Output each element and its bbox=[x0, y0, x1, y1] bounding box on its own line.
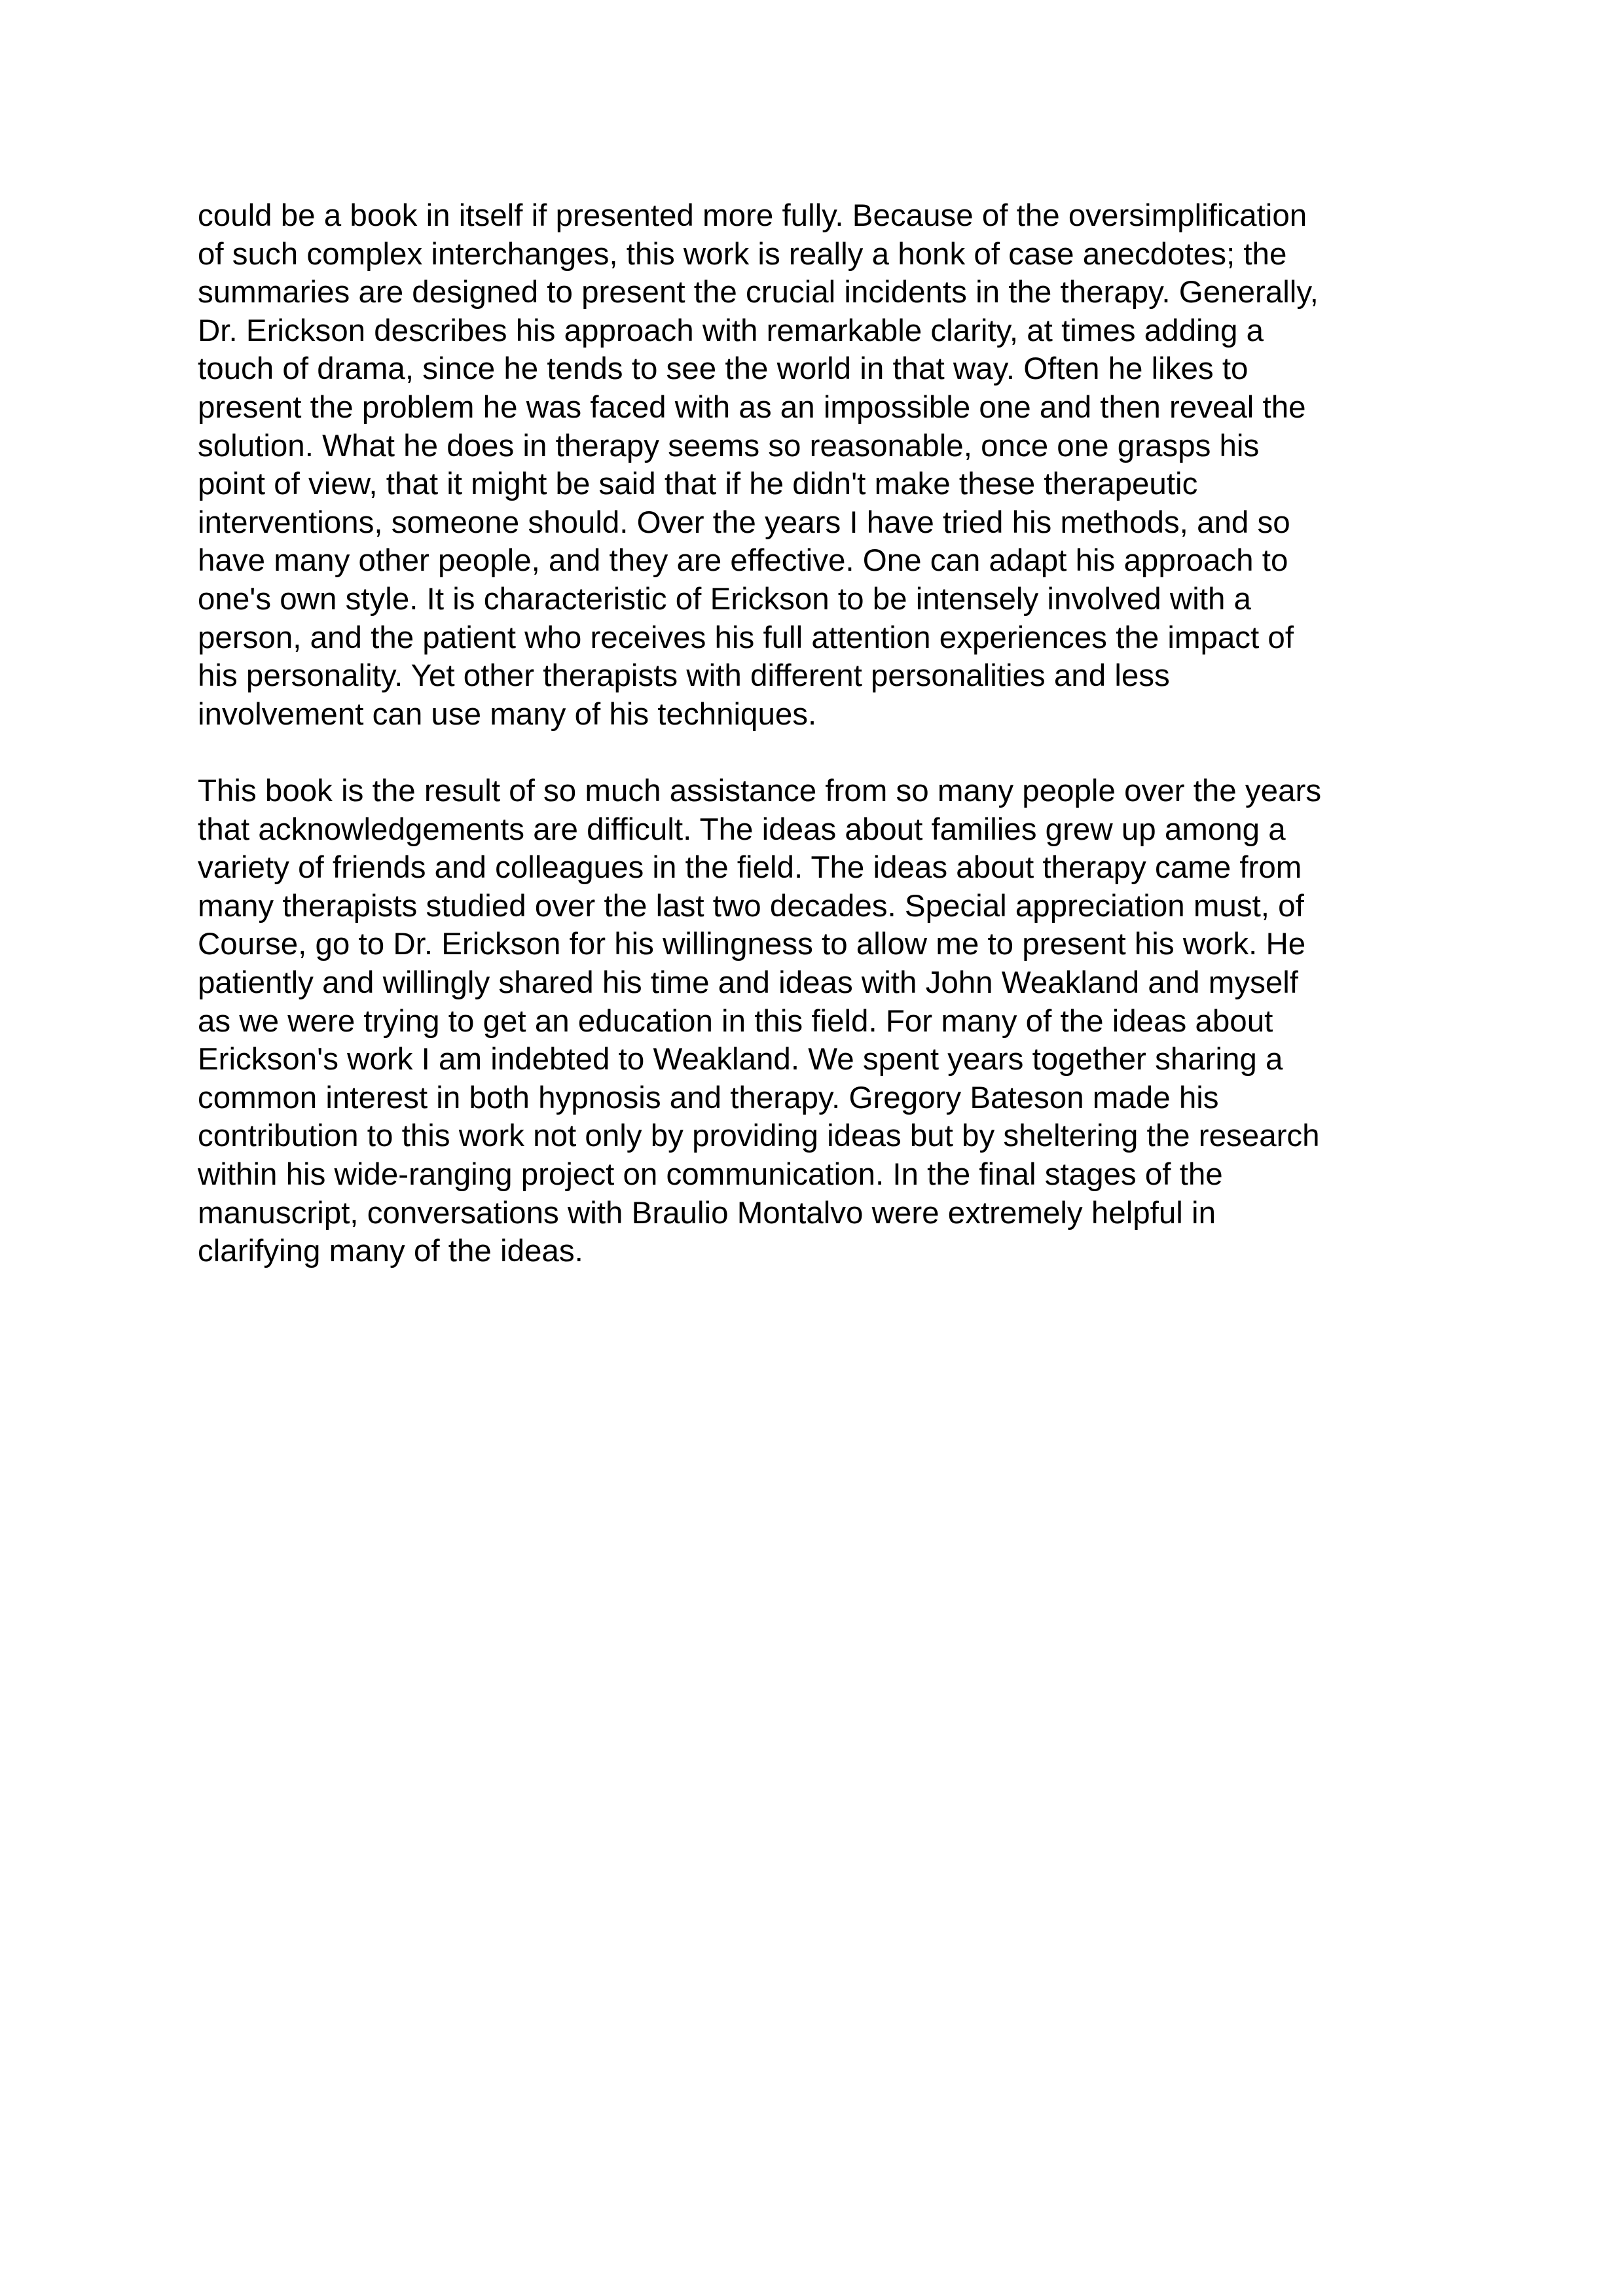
paragraph-line: common interest in both hypnosis and therapy. Gregory Bateson made his bbox=[198, 1080, 1219, 1115]
paragraph-line: have many other people, and they are effective. One can adapt his approach to bbox=[198, 543, 1288, 579]
paragraph-line: variety of friends and colleagues in the field. The ideas about therapy came from bbox=[198, 850, 1302, 886]
paragraph-line: Erickson's work I am indebted to Weakland. We spent years together sharing a bbox=[198, 1042, 1283, 1077]
paragraph-line: as we were trying to get an education in this field. For many of the ideas about bbox=[198, 1003, 1273, 1039]
paragraph-line: that acknowledgements are difficult. The ideas about families grew up among a bbox=[198, 812, 1286, 847]
paragraph-2 bbox=[198, 772, 1442, 1271]
paragraph-line: manuscript, conversations with Braulio Montalvo were extremely helpful in bbox=[198, 1195, 1216, 1230]
paragraph-line: his personality. Yet other therapists with different personalities and less bbox=[198, 658, 1170, 694]
paragraph-1 bbox=[198, 197, 1442, 734]
paragraph-line: summaries are designed to present the crucial incidents in the therapy. Generally, bbox=[198, 275, 1319, 310]
paragraph-line: one's own style. It is characteristic of Erickson to be intensely involved with a bbox=[198, 581, 1251, 617]
paragraph-line: patiently and willingly shared his time and ideas with John Weakland and myself bbox=[198, 965, 1299, 1000]
paragraph-line: touch of drama, since he tends to see the world in that way. Often he likes to bbox=[198, 351, 1249, 387]
paragraph-line: clarifying many of the ideas. bbox=[198, 1234, 583, 1269]
paragraph-line: within his wide-ranging project on communication. In the final stages of the bbox=[198, 1157, 1223, 1192]
paragraph-line: person, and the patient who receives his full attention experiences the impact of bbox=[198, 620, 1294, 655]
paragraph-line: Course, go to Dr. Erickson for his willingness to allow me to present his work. He bbox=[198, 927, 1306, 962]
paragraph-line: present the problem he was faced with as an impossible one and then reveal the bbox=[198, 389, 1306, 425]
paragraph-line: of such complex interchanges, this work is really a honk of case anecdotes; the bbox=[198, 236, 1287, 272]
paragraph-line: This book is the result of so much assistance from so many people over the years bbox=[198, 774, 1322, 808]
paragraph-line: could be a book in itself if presented more fully. Because of the oversimplification bbox=[198, 198, 1307, 233]
paragraph-line: interventions, someone should. Over the years I have tried his methods, and so bbox=[198, 505, 1290, 540]
paragraph-line: Dr. Erickson describes his approach with remarkable clarity, at times adding a bbox=[198, 313, 1264, 348]
paragraph-line: many therapists studied over the last two decades. Special appreciation must, of bbox=[198, 888, 1304, 924]
paragraph-line: involvement can use many of his techniques. bbox=[198, 696, 817, 732]
paragraph-line: point of view, that it might be said that if he didn't make these therapeutic bbox=[198, 467, 1198, 502]
paragraph-line: solution. What he does in therapy seems so reasonable, once one grasps his bbox=[198, 428, 1260, 463]
paragraph-line: contribution to this work not only by providing ideas but by sheltering the research bbox=[198, 1119, 1320, 1154]
